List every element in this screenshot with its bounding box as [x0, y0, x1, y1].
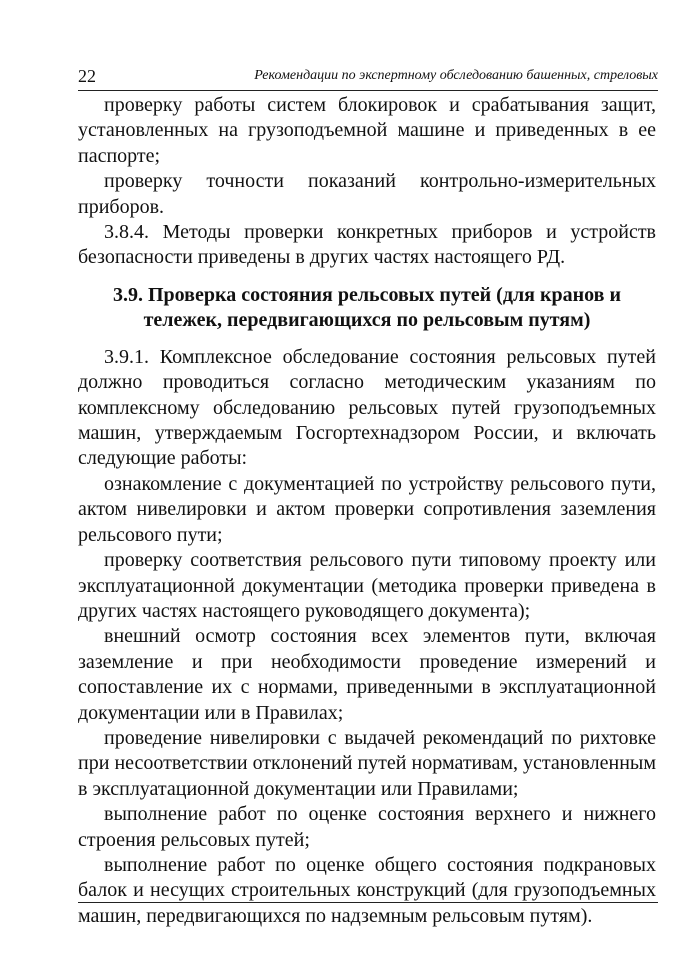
- page-header: [78, 64, 658, 91]
- section-paragraph-2: ознакомление с документацией по устройству рельсового пути, актом нивелировки и актом проверки сопротивления заземления рельсового пути;: [78, 472, 656, 546]
- section-paragraph-3: проверку соответствия рельсового пути типовому проекту или эксплуатационной документации (методика проверки приведена в других частях настоящего руководящего документа);: [78, 549, 656, 622]
- body-text: [78, 93, 656, 929]
- section-paragraph-7: выполнение работ по оценке общего состояния подкрановых балок и несущих строительных конструкций (для грузоподъемных машин, передвигающихся по надземным рельсовым путям).: [78, 853, 656, 927]
- page-number: 22: [78, 66, 96, 86]
- footer-divider: [78, 902, 658, 903]
- intro-paragraph-1: проверку работы систем блокировок и срабатывания защит, установленных на грузоподъемной машине и приведенных в ее паспорте;: [78, 94, 656, 167]
- section-paragraph-4: внешний осмотр состояния всех элементов пути, включая заземление и при необходимости проведение измерений и сопоставление их с нормами, приведенными в эксплуатационной документации или в Правилах;: [78, 625, 656, 724]
- section-heading: 3.9. Проверка состояния рельсовых путей (для кранов и тележек, передвигающихся по рельсовым путям): [113, 283, 621, 331]
- section-paragraph-1: 3.9.1. Комплексное обследование состояния рельсовых путей должно проводиться согласно методическим указаниям по комплексному обследованию рельсовых путей грузоподъемных машин, утверждаемым Госгортехнадзором России, и включать следующие работы:: [78, 345, 656, 470]
- section-paragraph-6: выполнение работ по оценке состояния верхнего и нижнего строения рельсовых путей;: [78, 803, 656, 851]
- running-title: Рекомендации по экспертному обследованию башенных, стреловых: [254, 68, 658, 83]
- intro-paragraph-2: проверку точности показаний контрольно-измерительных приборов.: [78, 170, 656, 218]
- section-paragraph-5: проведение нивелировки с выдачей рекомендаций по рихтовке при несоответствии отклонений путей нормативам, установленным в эксплуатационной документации или Правилами;: [78, 726, 656, 800]
- intro-paragraph-3: 3.8.4. Методы проверки конкретных приборов и устройств безопасности приведены в других частях настоящего РД.: [78, 221, 656, 269]
